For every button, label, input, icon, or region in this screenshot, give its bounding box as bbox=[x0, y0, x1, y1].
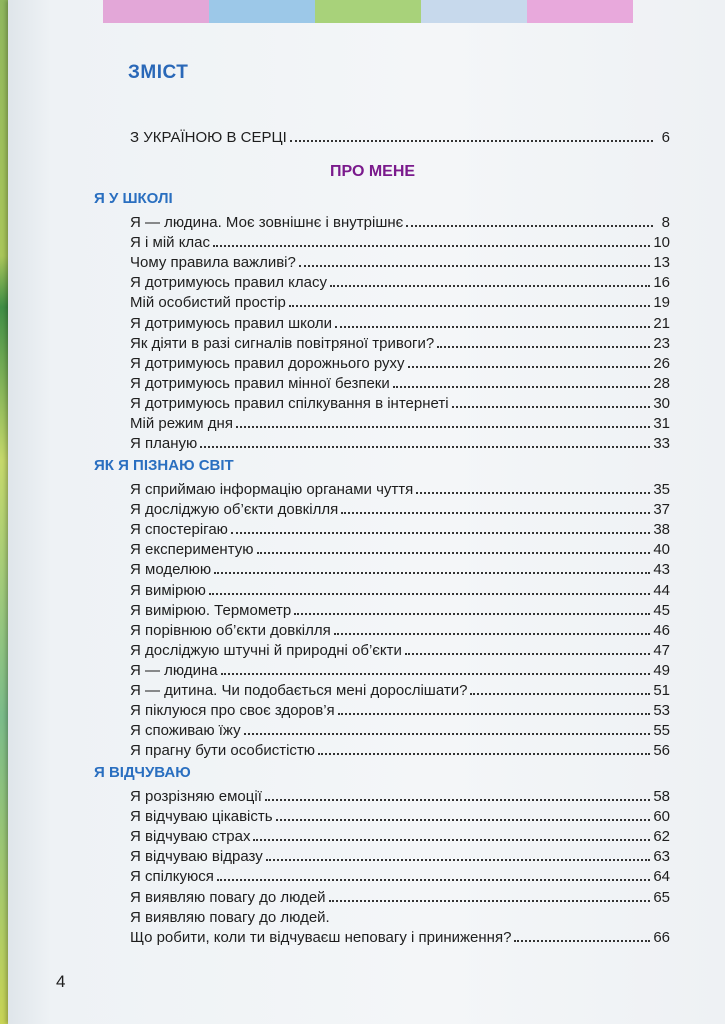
toc-entry-title: Я спілкуюся bbox=[130, 868, 214, 886]
toc-entry bbox=[130, 719, 670, 739]
toc-entry bbox=[130, 231, 670, 251]
toc-entry-page: 65 bbox=[653, 888, 670, 906]
toc-entry-page: 13 bbox=[653, 254, 670, 272]
toc-entry-page: 47 bbox=[653, 641, 670, 659]
toc-entry-title: Мій особистий простір bbox=[130, 294, 286, 312]
toc-entry-page: 26 bbox=[653, 354, 670, 372]
toc-entry-page: 56 bbox=[653, 742, 670, 760]
dot-leader bbox=[217, 879, 651, 881]
toc-entry-page: 45 bbox=[653, 601, 670, 619]
toc-entry-page: 31 bbox=[653, 415, 670, 432]
dot-leader bbox=[221, 673, 651, 675]
dot-leader bbox=[341, 512, 650, 514]
page-number: 4 bbox=[56, 972, 66, 991]
toc-entry bbox=[130, 432, 670, 452]
toc-entry-title: Я — людина. Моє зовнішнє і внутрішнє bbox=[130, 214, 404, 231]
toc-entry-title: Я дотримуюсь правил класу bbox=[130, 274, 327, 292]
dot-leader bbox=[200, 446, 650, 448]
toc-entry bbox=[130, 538, 670, 558]
part-title: ПРО МЕНЕ bbox=[330, 163, 416, 180]
dot-leader bbox=[253, 839, 650, 841]
dot-leader bbox=[265, 799, 650, 801]
toc-entry bbox=[130, 392, 670, 412]
toc-entry-title: Я прагну бути особистістю bbox=[130, 742, 316, 760]
toc-entry bbox=[130, 498, 670, 518]
toc-entry-title: Чому правила важливі? bbox=[130, 254, 296, 272]
dot-leader bbox=[470, 693, 650, 695]
toc-entry-intro bbox=[130, 126, 670, 146]
toc-entry bbox=[130, 825, 670, 845]
toc-entry bbox=[130, 271, 670, 291]
toc-entry bbox=[130, 312, 670, 332]
toc-entry bbox=[130, 906, 670, 926]
toc-entry-title: Я експериментую bbox=[130, 541, 254, 559]
toc-entry-page: 63 bbox=[653, 848, 670, 866]
toc-entry-page: 37 bbox=[653, 501, 670, 519]
dot-leader bbox=[257, 552, 651, 554]
toc-entry-title: Я моделюю bbox=[130, 561, 212, 579]
section-title: Я У ШКОЛІ bbox=[94, 190, 173, 207]
dot-leader bbox=[334, 633, 651, 635]
dot-leader bbox=[294, 613, 650, 615]
toc-entry-page: 49 bbox=[653, 661, 670, 679]
dot-leader bbox=[405, 653, 650, 655]
section-title: Я ВІДЧУВАЮ bbox=[94, 764, 191, 781]
toc-entry bbox=[130, 679, 670, 699]
toc-entry bbox=[130, 699, 670, 719]
toc-entry-title: Я — людина bbox=[130, 661, 218, 679]
dot-leader bbox=[437, 346, 650, 348]
toc-entry-page: 21 bbox=[653, 314, 670, 332]
toc-entry bbox=[130, 412, 670, 432]
toc-entry-title: Я виявляю повагу до людей. bbox=[130, 908, 330, 926]
toc-entry-page: 30 bbox=[653, 394, 670, 412]
toc-page bbox=[8, 0, 725, 1024]
toc-entry-title: Я відчуваю цікавість bbox=[130, 808, 273, 826]
dot-leader bbox=[276, 819, 651, 821]
toc-entry-page: 6 bbox=[661, 129, 670, 146]
toc-entry-page: 35 bbox=[653, 481, 670, 498]
toc-entry-page: 53 bbox=[653, 702, 670, 720]
toc-entry-title: Я порівнюю об’єкти довкілля bbox=[130, 621, 331, 639]
toc-entry bbox=[130, 865, 670, 885]
page-title: ЗМІСТ bbox=[128, 62, 189, 83]
toc-entry-page: 38 bbox=[653, 521, 670, 539]
toc-entry bbox=[130, 659, 670, 679]
toc-entry-title: Я дотримуюсь правил школи bbox=[130, 314, 333, 332]
dot-leader bbox=[214, 572, 650, 574]
toc-entry bbox=[130, 211, 670, 231]
toc-entry-page: 19 bbox=[653, 294, 670, 312]
dot-leader bbox=[416, 492, 650, 494]
toc-entry-page: 66 bbox=[653, 928, 670, 946]
dot-leader bbox=[330, 285, 650, 287]
dot-leader bbox=[290, 140, 653, 142]
toc-entry bbox=[130, 291, 670, 311]
color-bar-segment bbox=[421, 0, 527, 23]
color-bar-segment bbox=[103, 0, 209, 23]
dot-leader bbox=[329, 900, 651, 902]
toc-entry bbox=[130, 785, 670, 805]
section-title: ЯК Я ПІЗНАЮ СВІТ bbox=[94, 457, 234, 474]
toc-entry-title: Я спостерігаю bbox=[130, 521, 228, 539]
dot-leader bbox=[289, 305, 650, 307]
dot-leader bbox=[406, 225, 653, 227]
dot-leader bbox=[338, 713, 651, 715]
toc-entry-title: Я відчуваю відразу bbox=[130, 848, 263, 866]
toc-entry-page: 40 bbox=[653, 541, 670, 559]
toc-entry-title: Я досліджую штучні й природні об’єкти bbox=[130, 641, 402, 659]
toc-entry bbox=[130, 739, 670, 759]
toc-entry-page: 60 bbox=[653, 808, 670, 826]
dot-leader bbox=[209, 593, 650, 595]
toc-entry-page: 64 bbox=[653, 868, 670, 886]
toc-entry-title: Я вимірюю bbox=[130, 581, 206, 599]
toc-entry-title: Я сприймаю інформацію органами чуття bbox=[130, 481, 414, 498]
dot-leader bbox=[408, 366, 651, 368]
toc-entry bbox=[130, 332, 670, 352]
toc-entry bbox=[130, 558, 670, 578]
toc-entry-page: 58 bbox=[653, 788, 670, 805]
toc-entry bbox=[130, 372, 670, 392]
toc-entry bbox=[130, 845, 670, 865]
toc-entry-title: Я вимірюю. Термометр bbox=[130, 601, 292, 619]
dot-leader bbox=[452, 406, 651, 408]
color-bar-segment bbox=[209, 0, 315, 23]
toc-entry-title: Мій режим дня bbox=[130, 415, 233, 432]
toc-entry bbox=[130, 251, 670, 271]
toc-entry-page: 23 bbox=[653, 334, 670, 352]
toc-entry-title: Я розрізняю емоції bbox=[130, 788, 262, 805]
toc-entry-page: 33 bbox=[653, 435, 670, 453]
toc-entry-page: 44 bbox=[653, 581, 670, 599]
dot-leader bbox=[244, 733, 651, 735]
toc-entry-title: Я дотримуюсь правил дорожнього руху bbox=[130, 354, 405, 372]
toc-entry-page: 28 bbox=[653, 374, 670, 392]
toc-entry-title: Я дотримуюсь правил спілкування в інтернеті bbox=[130, 394, 449, 412]
toc-entry bbox=[130, 599, 670, 619]
dot-leader bbox=[213, 245, 650, 247]
dot-leader bbox=[514, 940, 650, 942]
toc-entry bbox=[130, 886, 670, 906]
toc-entry-title: Я планую bbox=[130, 435, 198, 453]
toc-entry-title: Що робити, коли ти відчуваєш неповагу і приниження? bbox=[130, 928, 512, 946]
dot-leader bbox=[393, 386, 651, 388]
color-bar-segment bbox=[527, 0, 633, 23]
toc-entry bbox=[130, 518, 670, 538]
toc-entry bbox=[130, 805, 670, 825]
dot-leader bbox=[236, 426, 650, 428]
toc-entry bbox=[130, 478, 670, 498]
toc-entry-page: 43 bbox=[653, 561, 670, 579]
toc-entry-page: 62 bbox=[653, 828, 670, 846]
dot-leader bbox=[299, 265, 650, 267]
toc-entry-page: 51 bbox=[653, 682, 670, 699]
toc-entry-title: Я виявляю повагу до людей bbox=[130, 888, 326, 906]
toc-entry-title: Я споживаю їжу bbox=[130, 722, 241, 740]
toc-entry-page: 10 bbox=[653, 234, 670, 252]
toc-entry-title: Я відчуваю страх bbox=[130, 828, 251, 846]
toc-entry-title: Я — дитина. Чи подобається мені дорослішати? bbox=[130, 682, 468, 699]
toc-entry-title: Я досліджую об’єкти довкілля bbox=[130, 501, 339, 519]
toc-entry bbox=[130, 619, 670, 639]
dot-leader bbox=[266, 859, 651, 861]
toc-entry bbox=[130, 926, 670, 946]
toc-entry-title: Я і мій клас bbox=[130, 234, 211, 252]
toc-entry bbox=[130, 579, 670, 599]
toc-entry-page: 8 bbox=[661, 214, 670, 231]
color-bar bbox=[103, 0, 633, 23]
toc-entry-page: 55 bbox=[653, 722, 670, 740]
toc-entry bbox=[130, 639, 670, 659]
color-bar-segment bbox=[315, 0, 421, 23]
toc-entry-title: Я дотримуюсь правил мінної безпеки bbox=[130, 374, 390, 392]
toc-entry bbox=[130, 352, 670, 372]
toc-entry-title: Як діяти в разі сигналів повітряної тривоги? bbox=[130, 334, 435, 352]
toc-entry-title: Я піклуюся про своє здоров’я bbox=[130, 702, 335, 720]
toc-entry-page: 46 bbox=[653, 621, 670, 639]
dot-leader bbox=[318, 753, 650, 755]
dot-leader bbox=[231, 532, 650, 534]
dot-leader bbox=[335, 326, 650, 328]
toc-entry-page: 16 bbox=[653, 274, 670, 292]
toc-entry-title: З УКРАЇНОЮ В СЕРЦІ bbox=[130, 129, 287, 146]
